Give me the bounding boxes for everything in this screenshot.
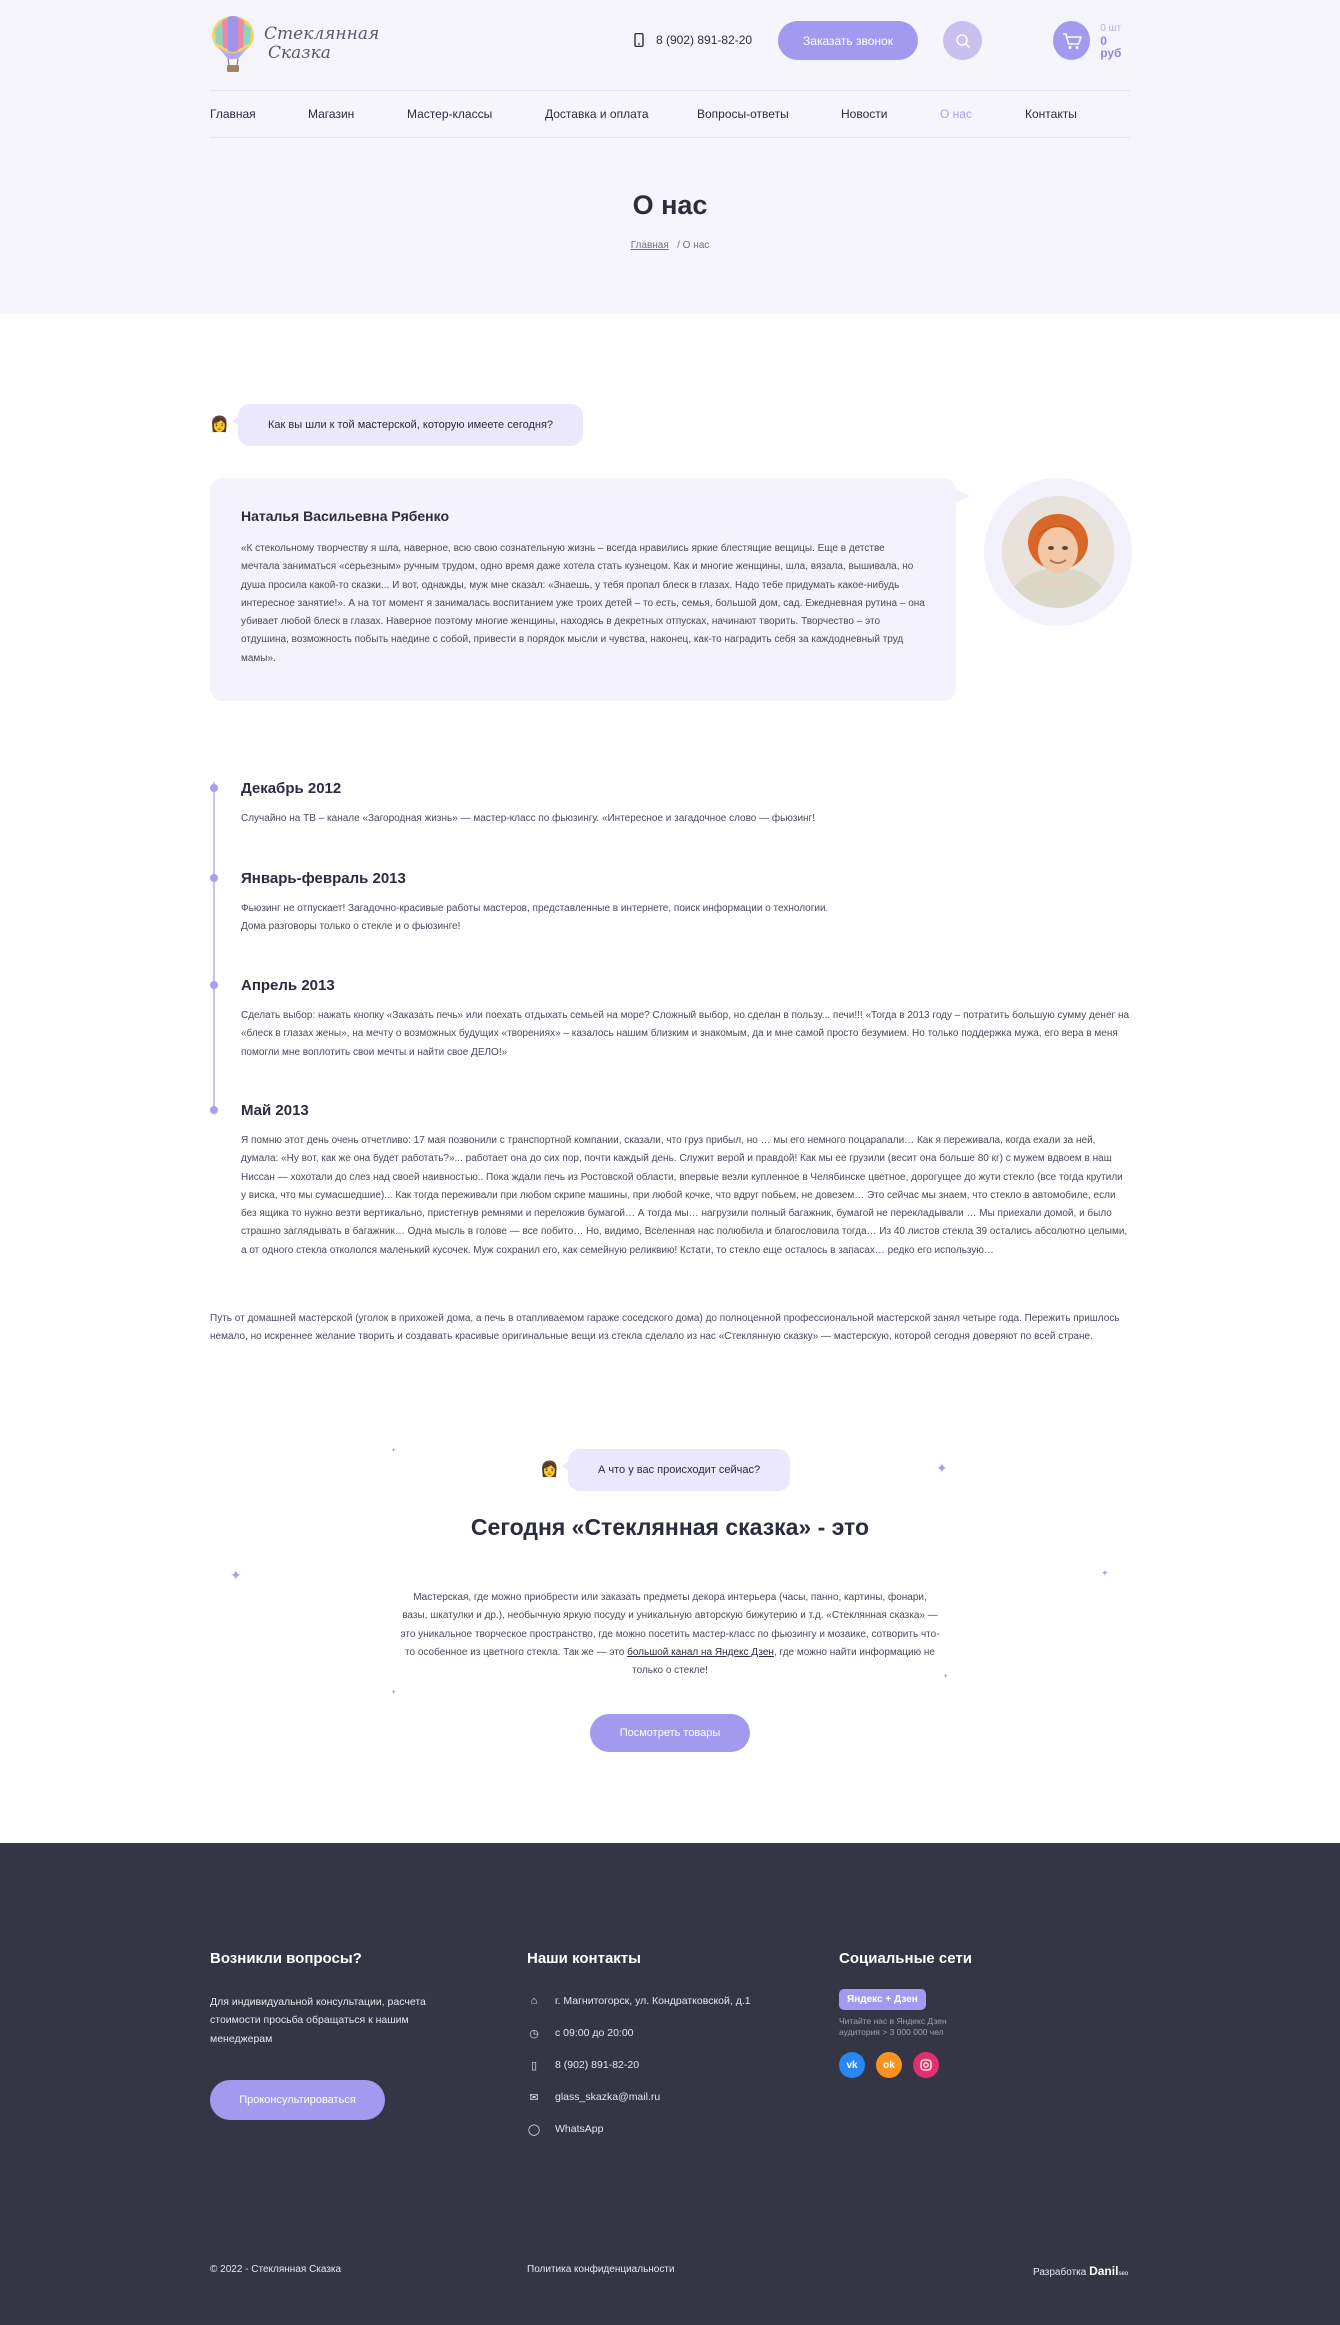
nav-item-contacts[interactable]: Контакты xyxy=(1025,107,1077,121)
timeline-text: Случайно на ТВ – канале «Загородная жизнь» — мастер-класс по фьюзингу. «Интересное и загадочное слово — фьюзинг! xyxy=(241,813,815,824)
social-links xyxy=(839,2052,1039,2078)
founder-name: Наталья Васильевна Рябенко xyxy=(241,508,449,524)
page-title: О нас xyxy=(632,190,708,220)
header-phone-number: 8 (902) 891-82-20 xyxy=(656,33,753,47)
footer-questions-text: Для индивидуальной консультации, расчета стоимости просьба обращаться к нашим менеджерам xyxy=(210,1996,426,2045)
timeline-title: Апрель 2013 xyxy=(241,977,335,994)
logo-line-2: Сказка xyxy=(268,43,331,63)
yandex-zen-badge[interactable]: Яндекс + Дзен xyxy=(839,1989,926,2010)
developer-name: Danil xyxy=(1089,2264,1119,2278)
contact-address[interactable] xyxy=(527,1985,787,2017)
nav-item-masterclasses[interactable]: Мастер-классы xyxy=(407,107,493,121)
logo-line-1: Стеклянная xyxy=(264,24,380,44)
nav-item-faq[interactable]: Вопросы-ответы xyxy=(697,107,789,121)
developer-credit[interactable] xyxy=(1033,2264,1128,2278)
instagram-icon[interactable] xyxy=(913,2052,939,2078)
contact-hours-text: с 09:00 до 20:00 xyxy=(555,2027,634,2039)
sparkle-icon: ✦ xyxy=(230,1567,242,1583)
founder-photo xyxy=(1002,496,1114,608)
nav-item-shop[interactable]: Магазин xyxy=(308,107,355,121)
developer-label: Разработка xyxy=(1033,2267,1087,2278)
search-icon xyxy=(955,33,971,49)
vk-icon[interactable]: vk xyxy=(839,2052,865,2078)
timeline-text: Я помню этот день очень отчетливо: 17 мая позвонили с транспортной компании, сказали, что груз прибыл, но … мы его немного поцарапали… Как я переживала, когда ехали за ней, думала: «Ну вот, как же она будет работать?»... работает она до сих пор, почти каждый день. Служит верой и правдой! Как мы ее грузили (весит она больше 80 кг) с мужем вдвоем в наш Ниссан — хохотали до слез над своей наивностью.. Пока ждали печь из Ростовской области, впервые везли купленное в Челябинске цветное, дорогущее до жути стекло (все тогда крутили у виска, что мы сумасшедшие)... Как тогда переживали при любом скрипе машины, при любой кочке, что вдруг побьем, не довезем… Это сейчас мы знаем, что стекло в автомобиле, если без ящика то нужно везти вертикально, пристегнув ремнями и переложив бумагой… А тогда мы… нагрузили полный багажник, бумагой не перекладывали … Мы приехали домой, и было страшно заглядывать в багажник… Одна мысль в голове — все побито… Но, видимо, Вселенная нас полюбила и благословила тогда… Из 40 листов стекла 39 остались абсолютно целыми, а от одного стекла откололся маленький кусочек. Муж сохранил его, как семейную реликвию! Кстати, то стекло еще осталось в запасах… редко его использую… xyxy=(241,1135,1128,1256)
logo[interactable] xyxy=(210,15,410,73)
cart[interactable] xyxy=(1053,21,1130,60)
consult-button[interactable]: Проконсультироваться xyxy=(210,2080,385,2120)
today-text xyxy=(400,1589,940,1680)
story-question xyxy=(210,404,583,446)
cart-button[interactable] xyxy=(1053,21,1090,60)
cart-count: 0 шт xyxy=(1100,22,1122,34)
whatsapp-icon: ◯ xyxy=(527,2123,541,2136)
contact-hours xyxy=(527,2017,787,2049)
developer-suffix: seo xyxy=(1118,2271,1129,2277)
footer-questions-title: Возникли вопросы? xyxy=(210,1950,362,1967)
timeline-line xyxy=(213,782,215,1112)
privacy-link[interactable]: Политика конфиденциальности xyxy=(527,2264,675,2275)
footer-contacts-title: Наши контакты xyxy=(527,1950,641,1967)
nav-item-delivery[interactable]: Доставка и оплата xyxy=(545,107,649,121)
founder-portrait-icon xyxy=(1002,496,1114,608)
timeline-dot xyxy=(210,784,218,792)
sparkle-icon: ✦ xyxy=(1101,1568,1109,1578)
timeline-text: Фьюзинг не отпускает! Загадочно-красивые работы мастеров, представленные в интернете, поиск информации о технологии. Дома разговоры только о стекле и о фьюзинге! xyxy=(241,903,829,933)
top-bar xyxy=(210,0,1130,88)
breadcrumb xyxy=(0,240,1340,251)
timeline-title: Январь-февраль 2013 xyxy=(241,870,406,887)
breadcrumb-home[interactable]: Главная xyxy=(630,240,669,251)
clock-icon: ◷ xyxy=(529,2027,539,2040)
cart-icon xyxy=(1062,32,1082,50)
search-button[interactable] xyxy=(943,21,982,60)
yandex-zen-link[interactable]: большой канал на Яндекс Дзен xyxy=(627,1646,774,1658)
woman-emoji-icon: 👩 xyxy=(210,416,229,433)
instagram-glyph-icon xyxy=(920,2059,932,2071)
woman-emoji-icon: 👩 xyxy=(540,1461,559,1478)
nav-item-news[interactable]: Новости xyxy=(841,107,888,121)
order-call-button[interactable]: Заказать звонок xyxy=(778,21,918,60)
contact-address-text: г. Магнитогорск, ул. Кондратковской, д.1 xyxy=(555,1995,751,2007)
nav-item-about[interactable]: О нас xyxy=(940,107,972,121)
timeline-text: Сделать выбор: нажать кнопку «Заказать печь» или поехать отдыхать семьей на море? Сложный выбор, но сделан в пользу... печи!!! «Тогда в 2013 году – потратить большую сумму денег на «блеск в глазах жены», на мечту о возможных будущих «творениях» – казалось нашим близким и знакомым, да и мне самой просто безумием. Но только поддержка мужа, его вера в меня помогли мне воплотить свои мечты и найти свое ДЕЛО!» xyxy=(241,1010,1130,1058)
mail-icon: ✉ xyxy=(529,2091,539,2104)
cart-sum: 0 руб xyxy=(1100,33,1122,60)
contact-whatsapp-text: WhatsApp xyxy=(555,2123,604,2135)
today-question-bubble: А что у вас происходит сейчас? xyxy=(568,1449,790,1491)
contact-whatsapp[interactable] xyxy=(527,2113,787,2145)
today-text-part-2: , где можно найти информацию не только о стекле! xyxy=(632,1646,935,1677)
location-icon: ⌂ xyxy=(530,1995,538,2007)
view-goods-button[interactable]: Посмотреть товары xyxy=(590,1714,750,1752)
main-nav xyxy=(210,90,1130,138)
timeline-title: Май 2013 xyxy=(241,1102,309,1119)
summary-text: Путь от домашней мастерской (уголок в прихожей дома, а печь в отапливаемом гараже соседского дома) до полноценной профессиональной мастерской занял четыре года. Пережить пришлось немало, но искреннее желание творить и создавать красивые оригинальные вещи из стекла сделало из нас «Стеклянную сказку» — мастерскую, которой сегодня доверяют по всей стране. xyxy=(210,1313,1120,1343)
hero-section xyxy=(0,0,1340,314)
contact-phone-text: 8 (902) 891-82-20 xyxy=(555,2059,640,2071)
contact-email-text: glass_skazka@mail.ru xyxy=(555,2091,661,2103)
sparkle-icon: ✦ xyxy=(936,1460,948,1476)
founder-quote: «К стекольному творчеству я шла, наверное, всю свою сознательную жизнь – всегда нравились яркие блестящие вещицы. Еще в детстве мечтала заниматься «серьезным» ручным трудом, одно время даже хотела стать кузнецом. Как и многие женщины, шла, вязала, вышивала, но душа просила какой-то сказки... И вот, однажды, муж мне сказал: «Знаешь, у тебя пропал блеск в глазах. Надо тебе придумать какое-нибудь интересное занятие!». А на тот момент я занималась воспитанием уже троих детей – то есть, семья, большой дом, сад. Ежедневная рутина – она убивает любой блеск в глазах. Наверное поэтому многие женщины, находясь в декретных отпусках, начинают творить. Творчество – это отдушина, возможность побыть наедине с собой, привести в порядок мысли и чувства, наконец, как-то наградить себя за каждодневный труд мамы». xyxy=(241,543,925,664)
logo-text xyxy=(264,25,379,63)
balloon-logo-icon xyxy=(210,15,256,73)
timeline-title: Декабрь 2012 xyxy=(241,780,342,797)
timeline-dot xyxy=(210,874,218,882)
sparkle-icon: ✦ xyxy=(391,1690,397,1696)
cart-summary xyxy=(1100,23,1130,59)
story-question-bubble: Как вы шли к той мастерской, которую имеете сегодня? xyxy=(238,404,583,446)
today-question xyxy=(540,1449,790,1491)
timeline-dot xyxy=(210,1106,218,1114)
contact-email[interactable] xyxy=(527,2081,787,2113)
sparkle-icon: ✦ xyxy=(391,1448,397,1454)
timeline-dot xyxy=(210,981,218,989)
footer-social xyxy=(839,1950,1039,2078)
today-title: Сегодня «Стеклянная сказка» - это xyxy=(470,1514,870,1540)
footer-questions xyxy=(210,1950,470,2048)
breadcrumb-current: / О нас xyxy=(677,240,710,251)
yandex-zen-note: Читайте нас в Яндекс Дзен аудитория > 3 000 000 чел xyxy=(839,2016,947,2037)
footer-social-title: Социальные сети xyxy=(839,1950,972,1967)
copyright: © 2022 - Стеклянная Сказка xyxy=(210,2264,342,2275)
sparkle-icon: ✦ xyxy=(943,1674,949,1680)
phone-icon xyxy=(634,33,644,47)
phone-icon: ▯ xyxy=(530,2059,538,2072)
founder-avatar xyxy=(984,478,1132,626)
odnoklassniki-icon[interactable]: ok xyxy=(876,2052,902,2078)
founder-quote-card xyxy=(210,478,956,701)
footer-contacts xyxy=(527,1950,787,2145)
today-text-part-1: Мастерская, где можно приобрести или заказать предметы декора интерьера (часы, панно, картины, фонари, вазы, шкатулки и др.), необычную яркую посуду и уникальную авторскую бижутерию и т.д. «Стеклянная сказка» — это уникальное творческое пространство, где можно посетить мастер-класс по фьюзингу и мозаике, сотворить что-то особенное из цветного стекла. Так же — это xyxy=(400,1592,940,1658)
nav-item-home[interactable]: Главная xyxy=(210,107,256,121)
header-phone[interactable] xyxy=(634,33,752,47)
contact-phone[interactable] xyxy=(527,2049,787,2081)
